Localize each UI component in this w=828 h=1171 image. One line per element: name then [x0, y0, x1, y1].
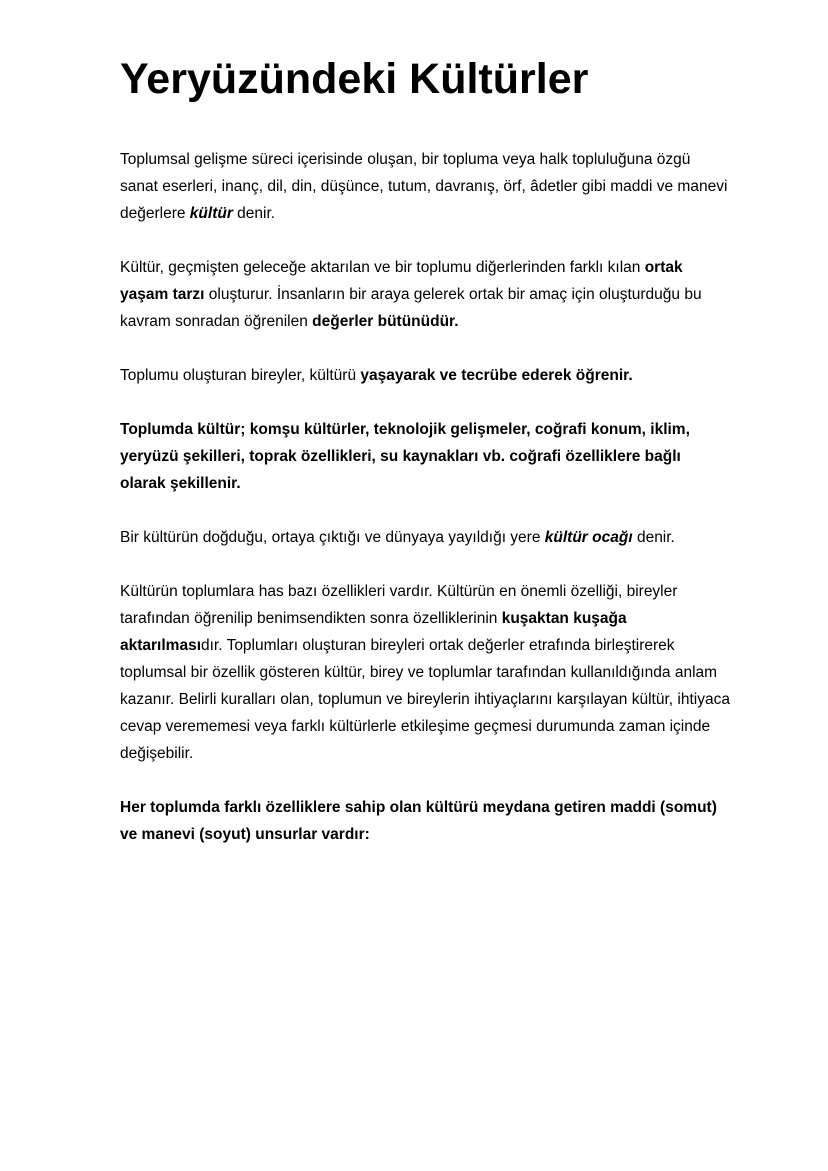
- paragraph-shared-lifestyle: [120, 254, 730, 335]
- paragraph-elements-intro: [120, 794, 730, 848]
- emphasis-term: kuşaktan kuşağa aktarılması: [120, 610, 627, 654]
- paragraph-learning: [120, 362, 730, 389]
- emphasis-term-text: kültür ocağı: [544, 529, 633, 546]
- emphasis-term-text: kültür: [189, 205, 233, 222]
- paragraph-shaping-factors: [120, 416, 730, 497]
- paragraph-culture-definition: [120, 146, 730, 227]
- emphasis-paragraph: Toplumda kültür; komşu kültürler, teknolojik gelişmeler, coğrafi konum, iklim, yeryüzü şekilleri, toprak özellikleri, su kaynakları vb. coğrafi özelliklere bağlı olarak şekillenir.: [120, 421, 690, 492]
- paragraph-text: Kültür, geçmişten geleceğe aktarılan ve bir toplumu diğerlerinden farklı kılan: [120, 259, 645, 276]
- emphasis-term: [545, 529, 633, 546]
- paragraph-text: denir.: [632, 529, 675, 546]
- emphasis-term: [190, 205, 233, 222]
- paragraph-culture-features: [120, 578, 730, 767]
- paragraph-text: Kültürün toplumlara has bazı özellikleri vardır. Kültürün en önemli özelliği, bireyler tarafından öğrenilip benimsendikten sonra özelliklerinin: [120, 583, 678, 627]
- emphasis-term: ortak yaşam tarzı: [120, 259, 683, 303]
- document-page: [120, 52, 730, 875]
- paragraph-text: oluşturur. İnsanların bir araya gelerek ortak bir amaç için oluşturduğu bu kavram sonradan öğrenilen: [120, 286, 702, 330]
- paragraph-text: Toplumu oluşturan bireyler, kültürü: [120, 367, 361, 384]
- emphasis-term: yaşayarak ve tecrübe ederek öğrenir.: [360, 367, 633, 384]
- paragraph-text: denir.: [232, 205, 276, 222]
- document-body: [120, 146, 730, 848]
- emphasis-paragraph: Her toplumda farklı özelliklere sahip olan kültürü meydana getiren maddi (somut) ve manevi (soyut) unsurlar vardır:: [120, 799, 717, 843]
- paragraph-text: Toplumsal gelişme süreci içerisinde oluşan, bir topluma veya halk topluluğuna özgü sanat eserleri, inanç, dil, din, düşünce, tutum, davranış, örf, âdetler gibi maddi ve manevi değerlere: [120, 151, 728, 222]
- paragraph-culture-hearth: [120, 524, 730, 551]
- emphasis-term: değerler bütünüdür.: [312, 313, 459, 330]
- document-title: Yeryüzündeki Kültürler: [120, 55, 589, 103]
- paragraph-text: dır. Toplumları oluşturan bireyleri ortak değerler etrafında birleştirerek toplumsal bir özellik gösteren kültür, birey ve toplumlar tarafından kullanıldığında anlam kazanır. Belirli kuralları olan, toplumun ve bireylerin ihtiyaçlarını karşılayan kültür, ihtiyaca cevap verememesi veya farklı kültürlerle etkileşime geçmesi durumunda zaman içinde değişebilir.: [120, 637, 730, 762]
- paragraph-text: Bir kültürün doğduğu, ortaya çıktığı ve dünyaya yayıldığı yere: [120, 529, 545, 546]
